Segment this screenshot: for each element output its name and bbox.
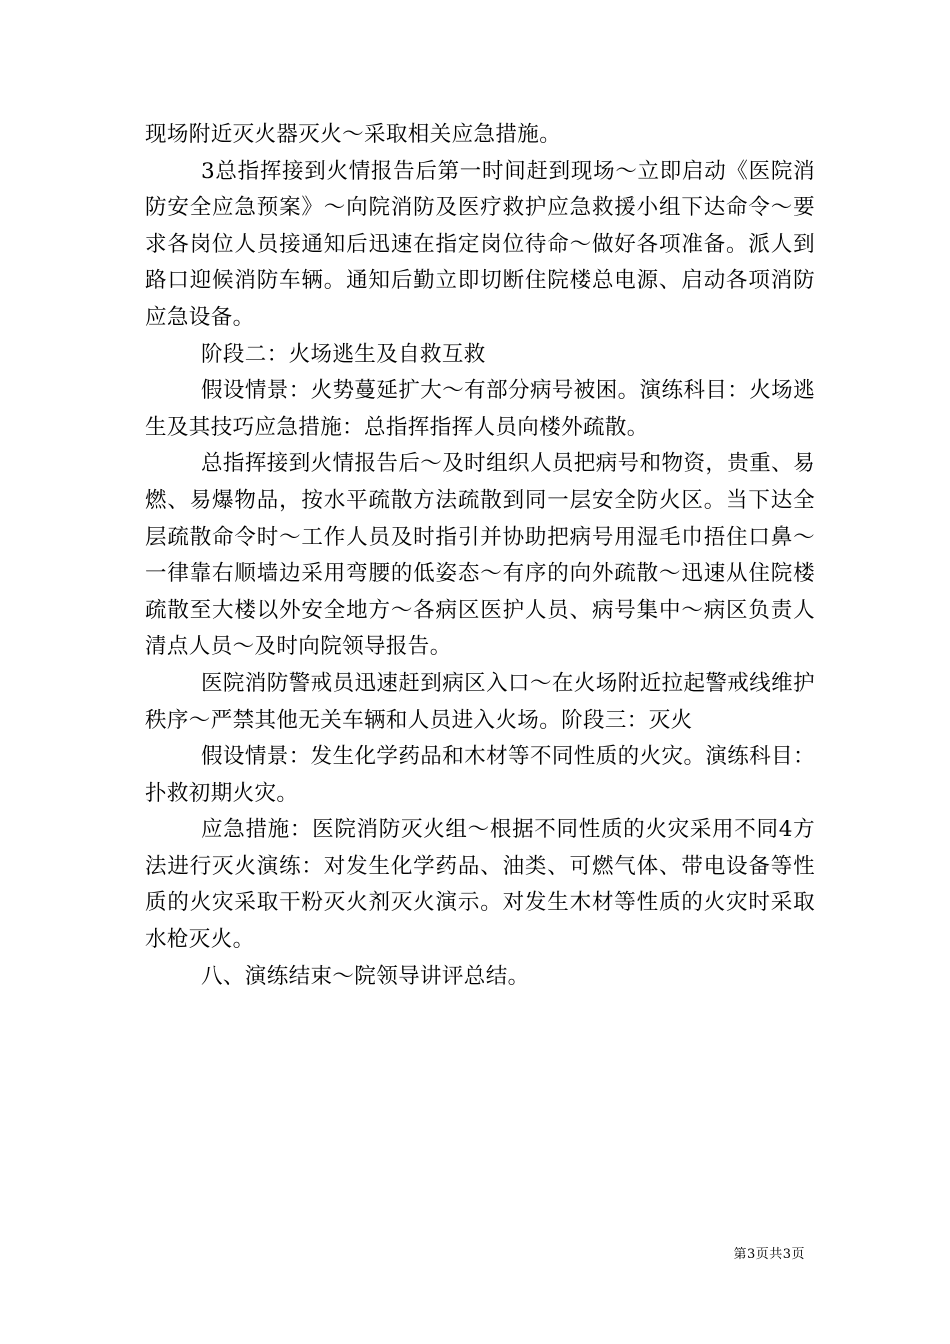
paragraph-1: 现场附近灭火器灭火～采取相关应急措施。 [145, 122, 562, 147]
paragraph-8: 应急措施：医院消防灭火组～根据不同性质的火灾采用不同4方法进行灭火演练：对发生化学药品、油类、可燃气体、带电设备等性质的火灾采取干粉灭火剂灭火演示。对发生木材等性质的火灾时采取水枪灭火。 [145, 817, 815, 953]
paragraph-6: 医院消防警戒员迅速赶到病区入口～在火场附近拉起警戒线维护秩序～严禁其他无关车辆和人员进入火场。阶段三：灭火 [145, 670, 815, 733]
paragraph-9: 八、演练结束～院领导讲评总结。 [201, 963, 530, 989]
paragraph-5: 总指挥接到火情报告后～及时组织人员把病号和物资，贵重、易燃、易爆物品，按水平疏散方法疏散到同一层安全防火区。当下达全层疏散命令时～工作人员及时指引并协助把病号用湿毛巾捂住口鼻～一律靠右顺墙边采用弯腰的低姿态～有序的向外疏散～迅速从住院楼疏散至大楼以外安全地方～各病区医护人员、病号集中～病区负责人清点人员～及时向院领导报告。 [145, 451, 815, 660]
paragraph-4: 假设情景：火势蔓延扩大～有部分病号被困。演练科目：火场逃生及其技巧应急措施：总指挥指挥人员向楼外疏散。 [145, 378, 815, 440]
paragraph-7: 假设情景：发生化学药品和木材等不同性质的火灾。演练科目：扑救初期火灾。 [145, 744, 815, 806]
page-number-footer: 第3页共3页 [733, 1247, 805, 1262]
document-body [145, 117, 815, 995]
paragraph-2: 3总指挥接到火情报告后第一时间赶到现场～立即启动《医院消防安全应急预案》～向院消防及医疗救护应急救援小组下达命令～要求各岗位人员接通知后迅速在指定岗位待命～做好各项准备。派人到路口迎候消防车辆。通知后勤立即切断住院楼总电源、启动各项消防应急设备。 [145, 158, 815, 330]
paragraph-3: 阶段二：火场逃生及自救互救 [201, 341, 486, 367]
